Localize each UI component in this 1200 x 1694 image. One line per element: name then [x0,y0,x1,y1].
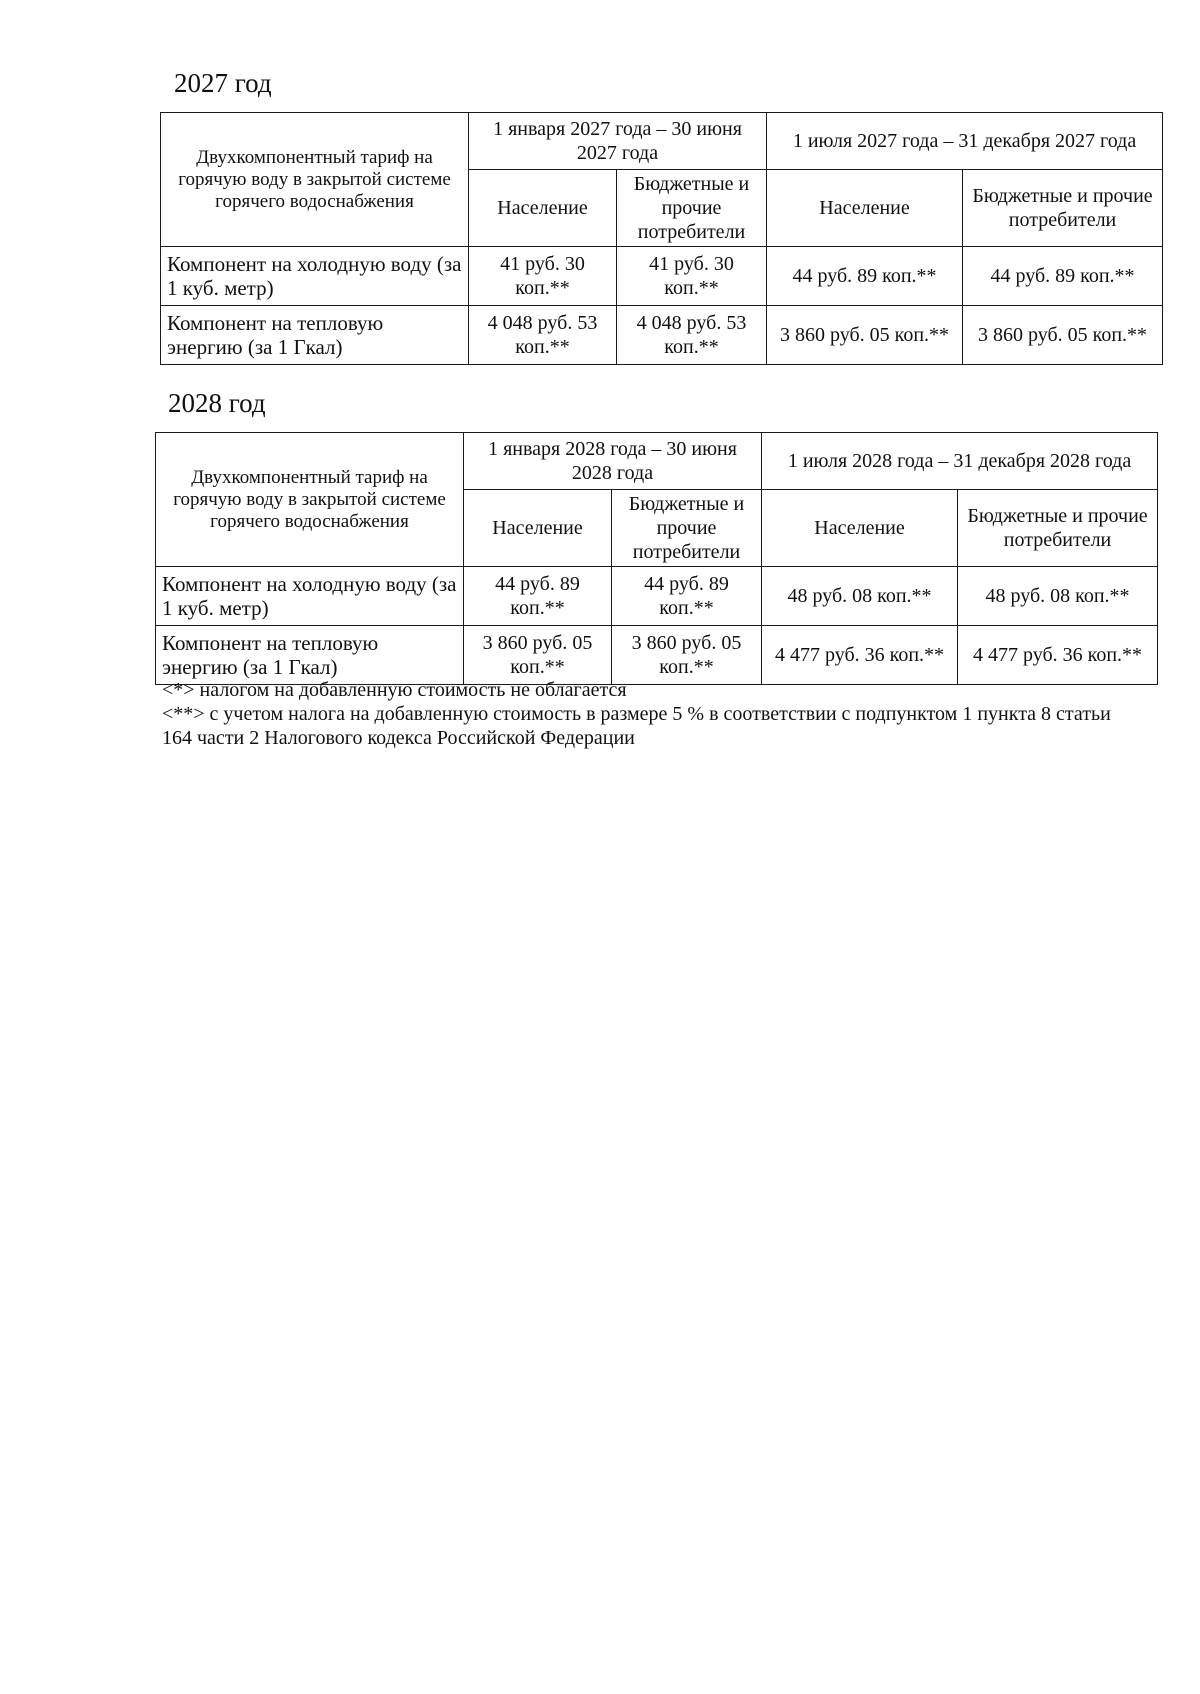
column-header-budget: Бюджетные и прочие потребители [963,170,1163,247]
tariff-cell: 41 руб. 30 коп.** [617,247,767,306]
corner-header: Двухкомпонентный тариф на горячую воду в закрытой системе горячего водоснабжения [161,113,469,247]
year-heading-2028: 2028 год [168,388,266,418]
footnotes [162,678,1122,750]
column-header-budget: Бюджетные и прочие потребители [958,490,1158,567]
column-header-population: Население [464,490,612,567]
tariff-cell: 41 руб. 30 коп.** [469,247,617,306]
tariff-cell: 4 048 руб. 53 коп.** [469,306,617,365]
table-row [156,626,1158,685]
tariff-cell: 4 477 руб. 36 коп.** [958,626,1158,685]
row-label: Компонент на тепловую энергию (за 1 Гкал) [156,626,464,685]
year-heading-2027: 2027 год [174,68,272,98]
tariff-cell: 3 860 руб. 05 коп.** [963,306,1163,365]
table-row [161,306,1163,365]
column-header-population: Население [767,170,963,247]
tariff-cell: 44 руб. 89 коп.** [767,247,963,306]
period-header: 1 июля 2028 года – 31 декабря 2028 года [762,433,1158,490]
period-header: 1 января 2028 года – 30 июня 2028 года [464,433,762,490]
row-label: Компонент на холодную воду (за 1 куб. метр) [161,247,469,306]
row-label: Компонент на тепловую энергию (за 1 Гкал) [161,306,469,365]
column-header-population: Население [762,490,958,567]
period-header: 1 января 2027 года – 30 июня 2027 года [469,113,767,170]
column-header-population: Население [469,170,617,247]
tariff-table-2027 [160,112,1163,365]
tariff-cell: 4 048 руб. 53 коп.** [617,306,767,365]
column-header-budget: Бюджетные и прочие потребители [617,170,767,247]
row-label: Компонент на холодную воду (за 1 куб. метр) [156,567,464,626]
tariff-cell: 3 860 руб. 05 коп.** [767,306,963,365]
footnote-vat-exempt: <*> налогом на добавленную стоимость не облагается [162,679,627,701]
period-header: 1 июля 2027 года – 31 декабря 2027 года [767,113,1163,170]
tariff-cell: 44 руб. 89 коп.** [464,567,612,626]
footnote-vat-included: <**> с учетом налога на добавленную стоимость в размере 5 % в соответствии с подпунктом 1 пункта 8 статьи 164 части 2 Налогового кодекса Российской Федерации [162,703,1111,749]
table-row [161,247,1163,306]
corner-header: Двухкомпонентный тариф на горячую воду в закрытой системе горячего водоснабжения [156,433,464,567]
tariff-table-2028 [155,432,1158,685]
tariff-cell: 44 руб. 89 коп.** [963,247,1163,306]
tariff-cell: 44 руб. 89 коп.** [612,567,762,626]
table-row [156,567,1158,626]
tariff-cell: 4 477 руб. 36 коп.** [762,626,958,685]
tariff-cell: 48 руб. 08 коп.** [762,567,958,626]
tariff-cell: 3 860 руб. 05 коп.** [612,626,762,685]
column-header-budget: Бюджетные и прочие потребители [612,490,762,567]
tariff-cell: 3 860 руб. 05 коп.** [464,626,612,685]
tariff-cell: 48 руб. 08 коп.** [958,567,1158,626]
